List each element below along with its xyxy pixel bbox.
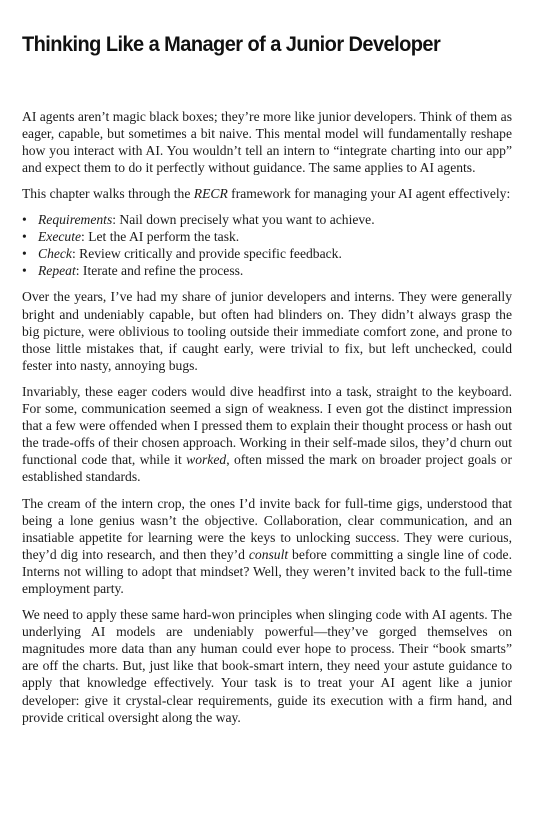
emphasis-consult: consult	[248, 546, 289, 562]
junior-developers-paragraph: Over the years, I’ve had my share of junior developers and interns. They were generally bright and undeniably capable, but often had blinders on. They didn’t always grasp the big picture, were oblivious to tooling outside their immediate comfort zone, and prone to those little mistakes that, if caught early, were trivial to fix, but left unchecked, could fester into nasty, annoying bugs.	[22, 289, 512, 373]
bullet-marker: •	[22, 263, 27, 279]
emphasis-worked: worked	[186, 452, 227, 468]
recr-item-check	[22, 245, 512, 262]
eager-coders-paragraph	[22, 383, 512, 486]
recr-item-term: Check	[38, 246, 72, 262]
chapter-heading: Thinking Like a Manager of a Junior Developer	[22, 32, 441, 56]
closing-paragraph: We need to apply these same hard-won principles when slinging code with AI agents. The underlying AI models are undeniably powerful—they’ve gorged themselves on magnitudes more data than any human could ever hope to process. Their “book smarts” are off the charts. But, just like that book-smart intern, they need your astute guidance to apply that knowledge effectively. Your task is to treat your AI agent like a junior developer: give it crystal-clear requirements, guide its execution with a firm hand, and provide critical oversight along the way.	[22, 607, 512, 725]
recr-intro-text-before: This chapter walks through the	[22, 186, 194, 202]
intern-crop-text-before: The cream of the intern crop, the ones I’d invite back for full-time gigs, understood that being a lone genius wasn’t the objective. Collaboration, clear communication, and an insatiable appetite for learning were the keys to unlocking success. They were curious, they’d dig into research, and then they’d	[22, 495, 512, 562]
recr-item-requirements	[22, 211, 512, 228]
intro-paragraph: AI agents aren’t magic black boxes; they’re more like junior developers. Think of them as eager, capable, but sometimes a bit naive. This mental model will fundamentally reshape how you interact with AI. You wouldn’t tell an intern to “integrate charting into our app” and expect them to do it perfectly without guidance. The same applies to AI agents.	[22, 109, 512, 176]
bullet-marker: •	[22, 212, 27, 228]
bullet-marker: •	[22, 246, 27, 262]
recr-item-desc: : Review critically and provide specific feedback.	[71, 246, 342, 262]
recr-intro-paragraph	[22, 185, 512, 202]
document-page	[22, 30, 512, 735]
recr-term: RECR	[193, 186, 228, 202]
recr-item-term: Execute	[38, 229, 82, 245]
bullet-marker: •	[22, 229, 27, 245]
intern-crop-text-after: before committing a single line of code. Interns not willing to adopt that mindset? Well, they weren’t invited back to the full-time employment party.	[22, 546, 512, 596]
recr-item-execute	[22, 228, 512, 245]
recr-item-term: Repeat	[38, 263, 76, 279]
recr-item-desc: : Nail down precisely what you want to achieve.	[112, 212, 375, 228]
recr-list	[22, 211, 512, 279]
eager-coders-text-after: , often missed the mark on broader project goals or established standards.	[22, 452, 512, 485]
recr-item-repeat	[22, 262, 512, 279]
recr-item-term: Requirements	[38, 212, 113, 228]
recr-intro-text-after: framework for managing your AI agent effectively:	[227, 186, 511, 202]
intern-crop-paragraph	[22, 495, 512, 598]
eager-coders-text-before: Invariably, these eager coders would dive headfirst into a task, straight to the keyboard. For some, communication seemed a sign of weakness. I even got the distinct impression that a few were offended when I pressed them to explain their thought process or hash out the trade-offs of their chosen approach. Working in their self-made silos, they’d churn out functional code that, while it	[22, 383, 512, 468]
recr-item-desc: : Let the AI perform the task.	[81, 229, 240, 245]
recr-item-desc: : Iterate and refine the process.	[75, 263, 244, 279]
